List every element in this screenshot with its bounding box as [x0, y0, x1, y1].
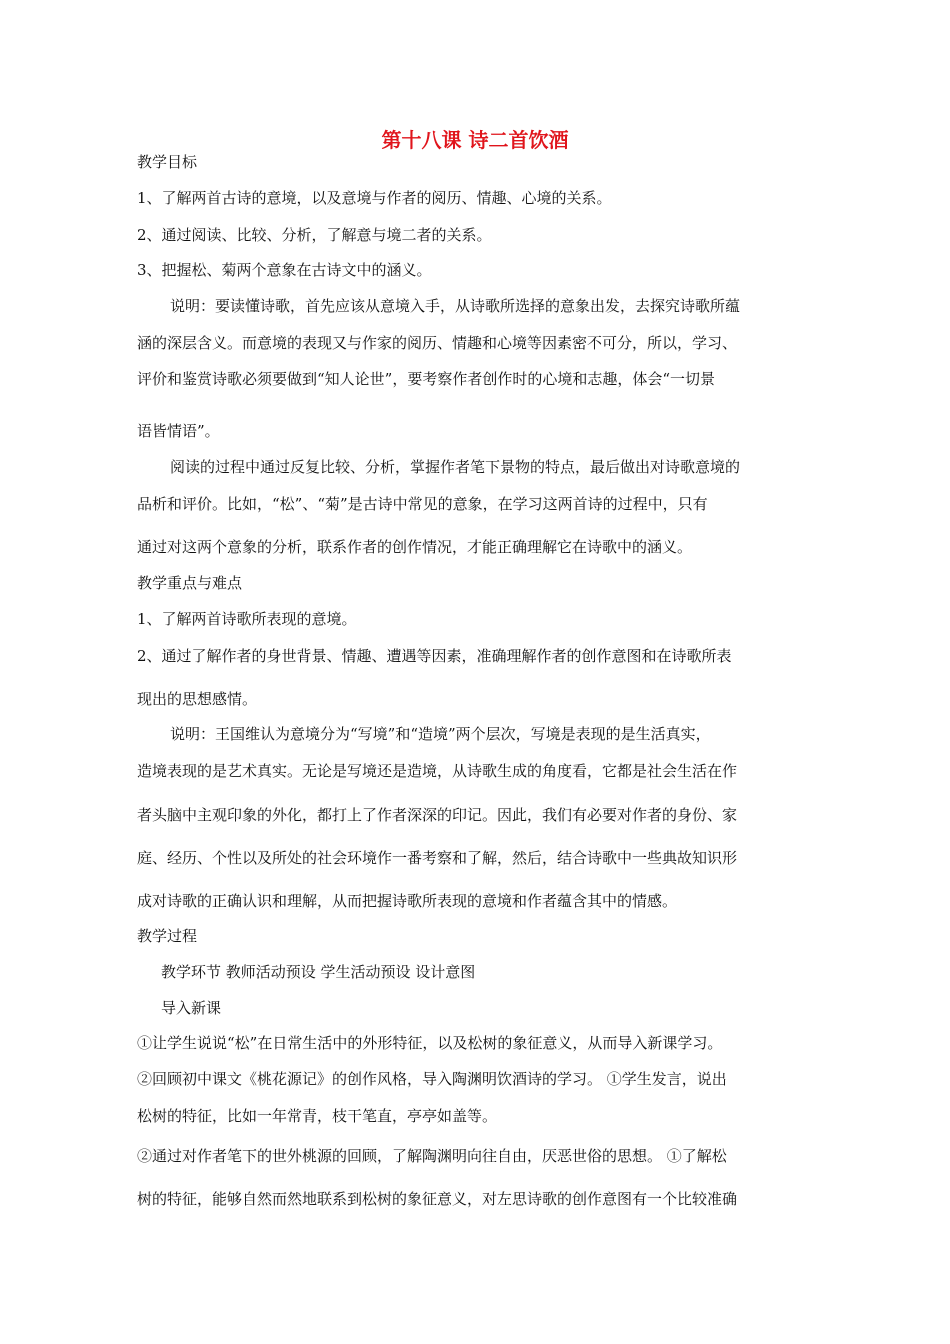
note3-line: 造境表现的是艺术真实。无论是写境还是造境，从诗歌生成的角度看，它都是社会生活在作: [137, 762, 738, 780]
process-line: 松树的特征，比如一年常青，枝干笔直，亭亭如盖等。: [137, 1107, 498, 1125]
page-title: 第十八课 诗二首饮酒: [381, 128, 569, 152]
intro-heading: 导入新课: [161, 999, 222, 1017]
note3-line: 者头脑中主观印象的外化，都打上了作者深深的印记。因此，我们有必要对作者的身份、家: [137, 806, 738, 824]
note3-line: 庭、经历、个性以及所处的社会环境作一番考察和了解，然后，结合诗歌中一些典故知识形: [137, 849, 738, 867]
note3-line: 成对诗歌的正确认识和理解，从而把握诗歌所表现的意境和作者蕴含其中的情感。: [137, 892, 678, 910]
note1-line: 说明：要读懂诗歌，首先应该从意境入手，从诗歌所选择的意象出发，去探究诗歌所蕴: [170, 297, 741, 315]
goal-item: 1、了解两首古诗的意境，以及意境与作者的阅历、情趣、心境的关系。: [137, 189, 612, 207]
process-line: 树的特征，能够自然而然地联系到松树的象征意义，对左思诗歌的创作意图有一个比较准确: [137, 1190, 738, 1208]
note2-line: 通过对这两个意象的分析，联系作者的创作情况，才能正确理解它在诗歌中的涵义。: [137, 538, 693, 556]
process-heading: 教学过程: [137, 927, 198, 945]
key-item: 2、通过了解作者的身世背景、情趣、遭遇等因素，准确理解作者的创作意图和在诗歌所表: [137, 647, 732, 665]
note1-line: 评价和鉴赏诗歌必须要做到“知人论世”，要考察作者创作时的心境和志趣，体会“一切景: [137, 370, 716, 388]
key-item: 现出的思想感情。: [137, 690, 258, 708]
process-line: ②通过对作者笔下的世外桃源的回顾，了解陶渊明向往自由，厌恶世俗的思想。 ①了解松: [137, 1147, 727, 1165]
note1-line: 语皆情语”。: [137, 422, 220, 440]
process-columns: 教学环节 教师活动预设 学生活动预设 设计意图: [161, 963, 476, 981]
goal-item: 2、通过阅读、比较、分析，了解意与境二者的关系。: [137, 226, 492, 244]
process-line: ②回顾初中课文《桃花源记》的创作风格，导入陶渊明饮酒诗的学习。 ①学生发言，说出: [137, 1070, 727, 1088]
note1-line: 涵的深层含义。而意境的表现又与作家的阅历、情趣和心境等因素密不可分，所以，学习、: [137, 334, 738, 352]
note2-line: 阅读的过程中通过反复比较、分析，掌握作者笔下景物的特点，最后做出对诗歌意境的: [170, 458, 741, 476]
note3-line: 说明：王国维认为意境分为“写境”和“造境”两个层次，写境是表现的是生活真实，: [170, 725, 711, 743]
key-heading: 教学重点与难点: [137, 574, 243, 592]
note2-line: 品析和评价。比如，“松”、“菊”是古诗中常见的意象，在学习这两首诗的过程中，只有: [137, 495, 708, 513]
process-line: ①让学生说说“松”在日常生活中的外形特征，以及松树的象征意义，从而导入新课学习。: [137, 1034, 723, 1052]
goal-item: 3、把握松、菊两个意象在古诗文中的涵义。: [137, 261, 432, 279]
key-item: 1、了解两首诗歌所表现的意境。: [137, 610, 357, 628]
goals-heading: 教学目标: [137, 153, 198, 171]
